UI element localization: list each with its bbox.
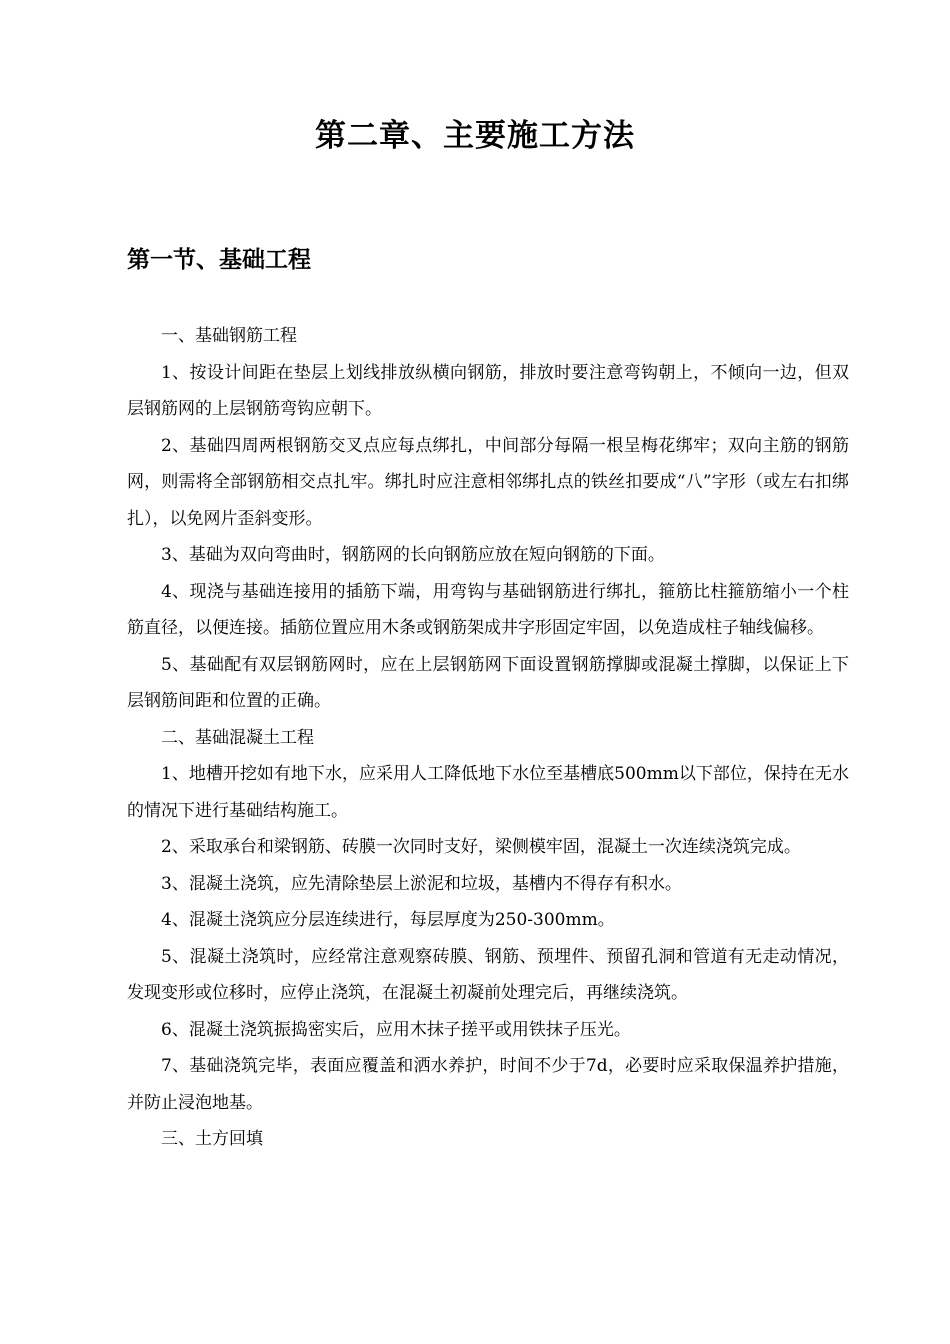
subsection-heading-backfill: 三、土方回填 xyxy=(161,1129,263,1149)
paragraph: 3、基础为双向弯曲时，钢筋网的长向钢筋应放在短向钢筋的下面。 xyxy=(161,545,665,565)
paragraph: 2、基础四周两根钢筋交叉点应每点绑扎，中间部分每隔一根呈梅花绑牢；双向主筋的钢筋网，则需将全部钢筋相交点扎牢。绑扎时应注意相邻绑扎点的铁丝扣要成“八”字形（或左右扣绑扎），以免网片歪斜变形。 xyxy=(127,435,849,529)
paragraph: 1、按设计间距在垫层上划线排放纵横向钢筋，排放时要注意弯钩朝上，不倾向一边，但双层钢筋网的上层钢筋弯钩应朝下。 xyxy=(127,362,849,419)
paragraph: 6、混凝土浇筑振捣密实后，应用木抹子搓平或用铁抹子压光。 xyxy=(161,1019,631,1040)
paragraph: 4、混凝土浇筑应分层连续进行，每层厚度为250-300mm。 xyxy=(161,910,615,930)
subsection-heading-concrete: 二、基础混凝土工程 xyxy=(161,727,314,748)
document-body xyxy=(127,318,849,1158)
subsection-heading-rebar: 一、基础钢筋工程 xyxy=(161,326,297,346)
paragraph: 5、混凝土浇筑时，应经常注意观察砖膜、钢筋、预埋件、预留孔洞和管道有无走动情况，发现变形或位移时，应停止浇筑，在混凝土初凝前处理完后，再继续浇筑。 xyxy=(127,946,849,1003)
chapter-title: 第二章、主要施工方法 xyxy=(315,118,635,154)
paragraph: 5、基础配有双层钢筋网时，应在上层钢筋网下面设置钢筋撑脚或混凝土撑脚，以保证上下层钢筋间距和位置的正确。 xyxy=(127,654,849,711)
paragraph: 4、现浇与基础连接用的插筋下端，用弯钩与基础钢筋进行绑扎，箍筋比柱箍筋缩小一个柱筋直径，以便连接。插筋位置应用木条或钢筋架成井字形固定牢固，以免造成柱子轴线偏移。 xyxy=(127,581,849,638)
paragraph: 1、地槽开挖如有地下水，应采用人工降低地下水位至基槽底500mm以下部位，保持在无水的情况下进行基础结构施工。 xyxy=(127,764,849,821)
paragraph: 7、基础浇筑完毕，表面应覆盖和洒水养护，时间不少于7d，必要时应采取保温养护措施，并防止浸泡地基。 xyxy=(127,1056,849,1113)
paragraph: 3、混凝土浇筑，应先清除垫层上淤泥和垃圾，基槽内不得存有积水。 xyxy=(161,873,682,894)
section-title: 第一节、基础工程 xyxy=(127,247,311,273)
paragraph: 2、采取承台和梁钢筋、砖膜一次同时支好，梁侧模牢固，混凝土一次连续浇筑完成。 xyxy=(161,837,801,857)
